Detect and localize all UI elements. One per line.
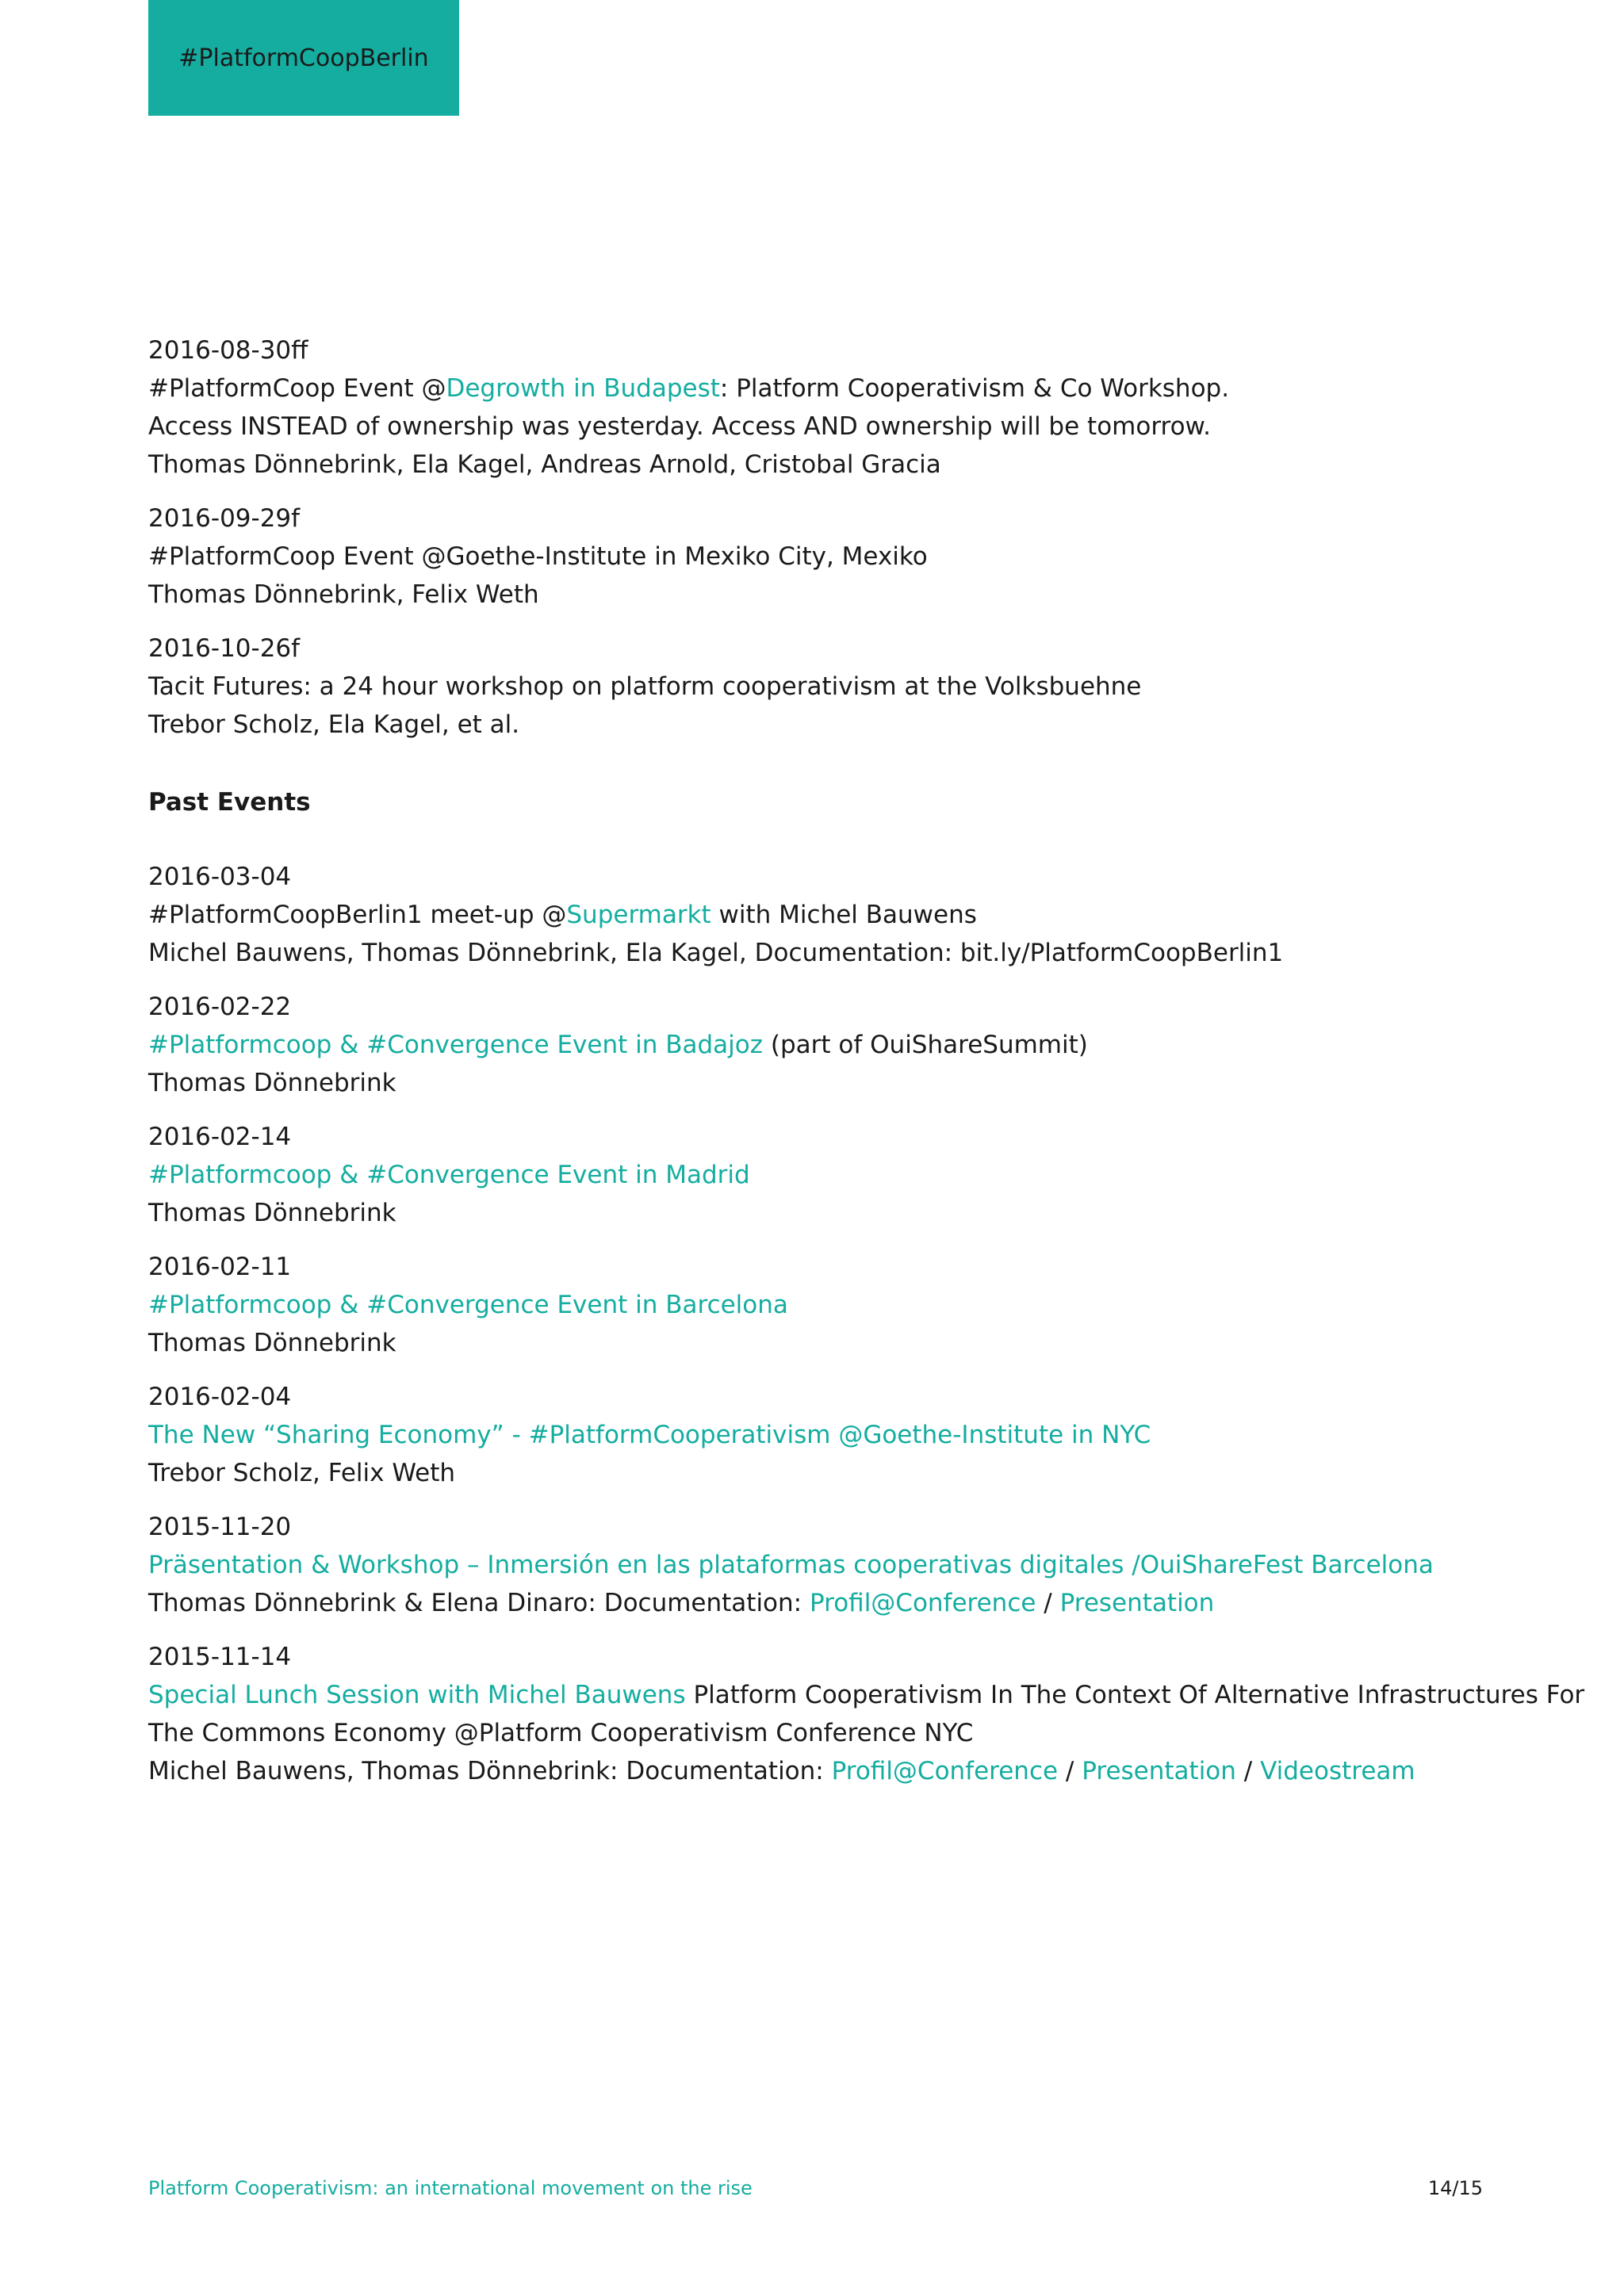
event-people: Michel Bauwens, Thomas Dönnebrink, Ela Kagel, Documentation: bit.ly/PlatformCoopBerlin1 [148,939,1284,967]
event-title-text: with Michel Bauwens [710,901,977,929]
link-profil-conference[interactable]: Profil@Conference [809,1589,1036,1617]
link-lunch-session[interactable]: Special Lunch Session with Michel Bauwens [148,1681,686,1709]
event-people: Thomas Dönnebrink, Ela Kagel, Andreas Arnold, Cristobal Gracia [148,450,941,479]
link-presentation[interactable]: Presentation [1059,1589,1215,1617]
event-title-continued: The Commons Economy @Platform Cooperativism Conference NYC [148,1719,974,1747]
page-footer [148,2177,1483,2199]
past-events-heading: Past Events [148,788,311,817]
event-documentation [148,1584,1488,1622]
event-date: 2016-10-26f [148,634,301,663]
event-title [148,1026,1488,1064]
header-tag-box [148,0,459,116]
event-date: 2016-09-29f [148,504,301,533]
event-title-text: #PlatformCoopBerlin1 meet-up @ [148,901,567,929]
event-title [148,369,1488,408]
link-supermarkt[interactable]: Supermarkt [566,901,711,929]
event-item [148,331,1488,484]
event-people: Thomas Dönnebrink [148,1199,396,1227]
event-item [148,1508,1488,1622]
event-item [148,858,1488,972]
events-content [148,331,1585,1806]
event-item [148,988,1488,1102]
separator: / [1036,1589,1060,1617]
link-madrid-event[interactable]: #Platformcoop & #Convergence Event in Madrid [148,1161,750,1189]
event-date: 2016-02-11 [148,1253,292,1281]
event-title [148,1546,1488,1584]
link-sharing-economy-nyc[interactable]: The New “Sharing Economy” - #PlatformCooperativism @Goethe-Institute in NYC [148,1421,1151,1449]
event-people: Michel Bauwens, Thomas Dönnebrink: Documentation: [148,1757,832,1785]
event-date: 2015-11-14 [148,1643,292,1671]
event-date: 2015-11-20 [148,1513,292,1541]
event-title-text: (part of OuiShareSummit) [763,1031,1088,1059]
footer-title: Platform Cooperativism: an international movement on the rise [148,2177,753,2199]
event-title-text: : Platform Cooperativism & Co Workshop. [719,374,1230,403]
separator: / [1058,1757,1082,1785]
event-people: Thomas Dönnebrink, Felix Weth [148,580,539,609]
event-description: Access INSTEAD of ownership was yesterday. Access AND ownership will be tomorrow. [148,412,1211,441]
event-item [148,1638,1585,1790]
event-date: 2016-02-22 [148,993,292,1021]
link-ouisharefest-barcelona[interactable]: Präsentation & Workshop – Inmersión en las plataformas cooperativas digitales /OuiShareFest Barcelona [148,1551,1434,1579]
event-people: Trebor Scholz, Felix Weth [148,1459,456,1487]
event-documentation [148,1752,1488,1790]
event-title [148,896,1488,934]
event-date: 2016-08-30ff [148,336,308,365]
event-item [148,629,1488,744]
link-barcelona-event[interactable]: #Platformcoop & #Convergence Event in Barcelona [148,1291,788,1319]
page-number: 14/15 [1427,2177,1483,2199]
separator: / [1235,1757,1261,1785]
event-people: Thomas Dönnebrink [148,1069,396,1097]
event-item [148,499,1488,614]
event-title [148,1286,1488,1324]
event-title [148,1676,1585,1714]
event-item [148,1378,1488,1492]
event-date: 2016-02-14 [148,1123,292,1151]
link-presentation[interactable]: Presentation [1082,1757,1236,1785]
event-people: Thomas Dönnebrink & Elena Dinaro: Documentation: [148,1589,810,1617]
link-videostream[interactable]: Videostream [1260,1757,1415,1785]
event-people: Trebor Scholz, Ela Kagel, et al. [148,710,520,739]
event-title [148,1416,1488,1454]
link-profil-conference[interactable]: Profil@Conference [831,1757,1059,1785]
event-title-text: #PlatformCoop Event @ [148,374,446,403]
link-badajoz-event[interactable]: #Platformcoop & #Convergence Event in Badajoz [148,1031,764,1059]
event-date: 2016-02-04 [148,1383,292,1411]
event-people: Thomas Dönnebrink [148,1329,396,1357]
event-item [148,1248,1488,1362]
link-degrowth-budapest[interactable]: Degrowth in Budapest [446,374,720,403]
event-title-text: Platform Cooperativism In The Context Of Alternative Infrastructures For [685,1681,1585,1709]
event-item [148,1118,1488,1232]
event-title [148,1156,1488,1194]
event-title: Tacit Futures: a 24 hour workshop on platform cooperativism at the Volksbuehne [148,672,1142,701]
event-date: 2016-03-04 [148,863,292,891]
header-tag: #PlatformCoopBerlin [178,44,429,72]
event-title: #PlatformCoop Event @Goethe-Institute in Mexiko City, Mexiko [148,542,928,571]
